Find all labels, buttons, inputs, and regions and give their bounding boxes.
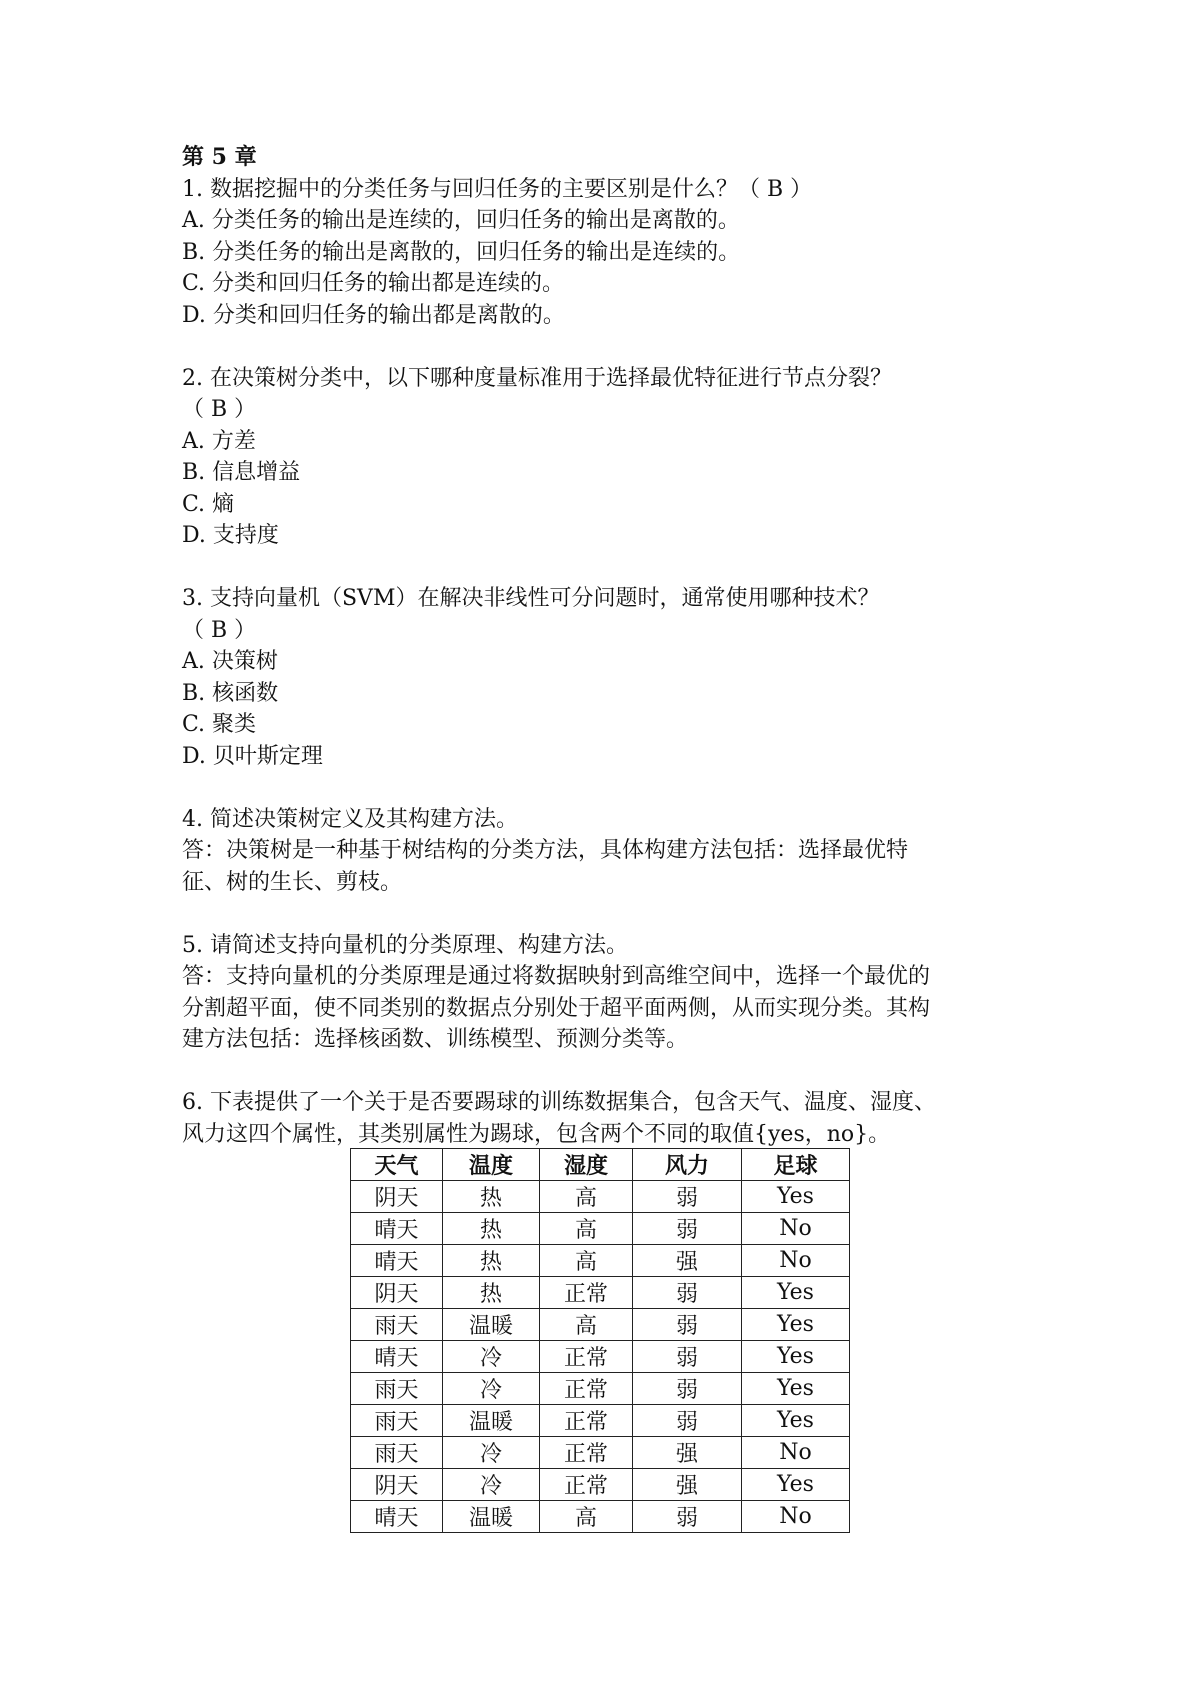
header-humidity: 湿度 [540, 1149, 633, 1181]
question-5-stem: 5. 请简述支持向量机的分类原理、构建方法。 [182, 932, 628, 958]
question-2-option-a: A. 方差 [182, 428, 256, 454]
question-4-answer-line: 征、树的生长、剪枝。 [182, 869, 403, 895]
cell-weather: 晴天 [351, 1245, 443, 1277]
table-row [351, 1341, 850, 1373]
cell-humidity: 高 [540, 1309, 633, 1341]
question-1-option-d: D. 分类和回归任务的输出都是离散的。 [182, 302, 565, 328]
cell-humidity: 正常 [540, 1277, 633, 1309]
cell-football: Yes [742, 1341, 850, 1373]
cell-football: No [742, 1437, 850, 1469]
question-3-option-d: D. 贝叶斯定理 [182, 743, 323, 769]
chapter-title: 第 5 章 [182, 144, 257, 170]
cell-wind: 弱 [633, 1309, 742, 1341]
header-weather: 天气 [351, 1149, 443, 1181]
cell-temperature: 温暖 [443, 1309, 540, 1341]
cell-humidity: 正常 [540, 1469, 633, 1501]
cell-temperature: 热 [443, 1245, 540, 1277]
cell-football: No [742, 1245, 850, 1277]
question-2-answer: （ B ） [182, 397, 257, 422]
table-row [351, 1213, 850, 1245]
table-row [351, 1309, 850, 1341]
cell-wind: 弱 [633, 1181, 742, 1213]
cell-weather: 雨天 [351, 1373, 443, 1405]
header-temperature: 温度 [443, 1149, 540, 1181]
question-3-option-c: C. 聚类 [182, 712, 257, 737]
table-row [351, 1277, 850, 1309]
cell-temperature: 热 [443, 1277, 540, 1309]
cell-wind: 强 [633, 1469, 742, 1501]
table-row [351, 1405, 850, 1437]
cell-temperature: 冷 [443, 1469, 540, 1501]
table-row [351, 1437, 850, 1469]
question-2-stem: 2. 在决策树分类中，以下哪种度量标准用于选择最优特征进行节点分裂？ [182, 365, 892, 391]
cell-humidity: 正常 [540, 1341, 633, 1373]
cell-temperature: 温暖 [443, 1405, 540, 1437]
cell-football: Yes [742, 1373, 850, 1405]
cell-humidity: 高 [540, 1181, 633, 1213]
cell-weather: 晴天 [351, 1341, 443, 1373]
table-row [351, 1373, 850, 1405]
table-header-row [351, 1149, 850, 1181]
question-3-option-a: A. 决策树 [182, 649, 278, 674]
cell-wind: 弱 [633, 1405, 742, 1437]
cell-temperature: 热 [443, 1181, 540, 1213]
cell-wind: 弱 [633, 1373, 742, 1405]
question-6-stem-line: 6. 下表提供了一个关于是否要踢球的训练数据集合，包含天气、温度、湿度、 [182, 1090, 936, 1115]
table-body [351, 1181, 850, 1533]
cell-wind: 强 [633, 1437, 742, 1469]
spacer [182, 331, 1022, 363]
table-row [351, 1501, 850, 1533]
question-1-option-c: C. 分类和回归任务的输出都是连续的。 [182, 271, 565, 296]
question-1-option-b: B. 分类任务的输出是离散的，回归任务的输出是连续的。 [182, 239, 741, 265]
cell-humidity: 正常 [540, 1437, 633, 1469]
cell-weather: 雨天 [351, 1437, 443, 1469]
cell-wind: 强 [633, 1245, 742, 1277]
cell-weather: 晴天 [351, 1213, 443, 1245]
cell-football: Yes [742, 1469, 850, 1501]
cell-football: No [742, 1213, 850, 1245]
cell-wind: 弱 [633, 1277, 742, 1309]
cell-humidity: 高 [540, 1501, 633, 1533]
cell-wind: 弱 [633, 1501, 742, 1533]
document-body [182, 142, 1022, 1150]
cell-football: Yes [742, 1405, 850, 1437]
question-1-stem: 1. 数据挖掘中的分类任务与回归任务的主要区别是什么？（ B ） [182, 176, 813, 202]
cell-humidity: 高 [540, 1213, 633, 1245]
cell-wind: 弱 [633, 1341, 742, 1373]
cell-football: Yes [742, 1181, 850, 1213]
cell-weather: 阴天 [351, 1277, 443, 1309]
table-row [351, 1245, 850, 1277]
cell-weather: 阴天 [351, 1181, 443, 1213]
cell-temperature: 温暖 [443, 1501, 540, 1533]
cell-weather: 阴天 [351, 1469, 443, 1501]
cell-temperature: 热 [443, 1213, 540, 1245]
cell-weather: 雨天 [351, 1405, 443, 1437]
question-5-answer-line: 答：支持向量机的分类原理是通过将数据映射到高维空间中，选择一个最优的 [182, 964, 931, 989]
cell-weather: 晴天 [351, 1501, 443, 1533]
question-5-answer-line: 建方法包括：选择核函数、训练模型、预测分类等。 [182, 1027, 689, 1052]
spacer [182, 552, 1022, 584]
cell-humidity: 正常 [540, 1405, 633, 1437]
question-4-stem: 4. 简述决策树定义及其构建方法。 [182, 806, 518, 832]
spacer [182, 898, 1022, 930]
cell-humidity: 高 [540, 1245, 633, 1277]
table-row [351, 1469, 850, 1501]
question-2-option-b: B. 信息增益 [182, 460, 301, 485]
question-1-option-a: A. 分类任务的输出是连续的，回归任务的输出是离散的。 [182, 208, 740, 233]
cell-weather: 雨天 [351, 1309, 443, 1341]
cell-wind: 弱 [633, 1213, 742, 1245]
question-5-answer-line: 分割超平面，使不同类别的数据点分别处于超平面两侧，从而实现分类。其构 [182, 995, 931, 1021]
question-3-stem: 3. 支持向量机（SVM）在解决非线性可分问题时，通常使用哪种技术？ [182, 586, 880, 611]
table-row [351, 1181, 850, 1213]
cell-temperature: 冷 [443, 1341, 540, 1373]
spacer [182, 772, 1022, 804]
question-2-option-d: D. 支持度 [182, 523, 279, 548]
spacer [182, 1056, 1022, 1088]
question-3-answer: （ B ） [182, 617, 257, 643]
header-football: 足球 [742, 1149, 850, 1181]
header-wind: 风力 [633, 1149, 742, 1181]
cell-humidity: 正常 [540, 1373, 633, 1405]
cell-football: Yes [742, 1309, 850, 1341]
question-4-answer-line: 答：决策树是一种基于树结构的分类方法，具体构建方法包括：选择最优特 [182, 838, 909, 863]
cell-football: Yes [742, 1277, 850, 1309]
question-2-option-c: C. 熵 [182, 491, 235, 517]
cell-football: No [742, 1501, 850, 1533]
question-6-stem-line: 风力这四个属性，其类别属性为踢球，包含两个不同的取值{yes，no}。 [182, 1121, 891, 1147]
question-3-option-b: B. 核函数 [182, 680, 279, 706]
cell-temperature: 冷 [443, 1437, 540, 1469]
training-data-table [350, 1148, 850, 1533]
cell-temperature: 冷 [443, 1373, 540, 1405]
